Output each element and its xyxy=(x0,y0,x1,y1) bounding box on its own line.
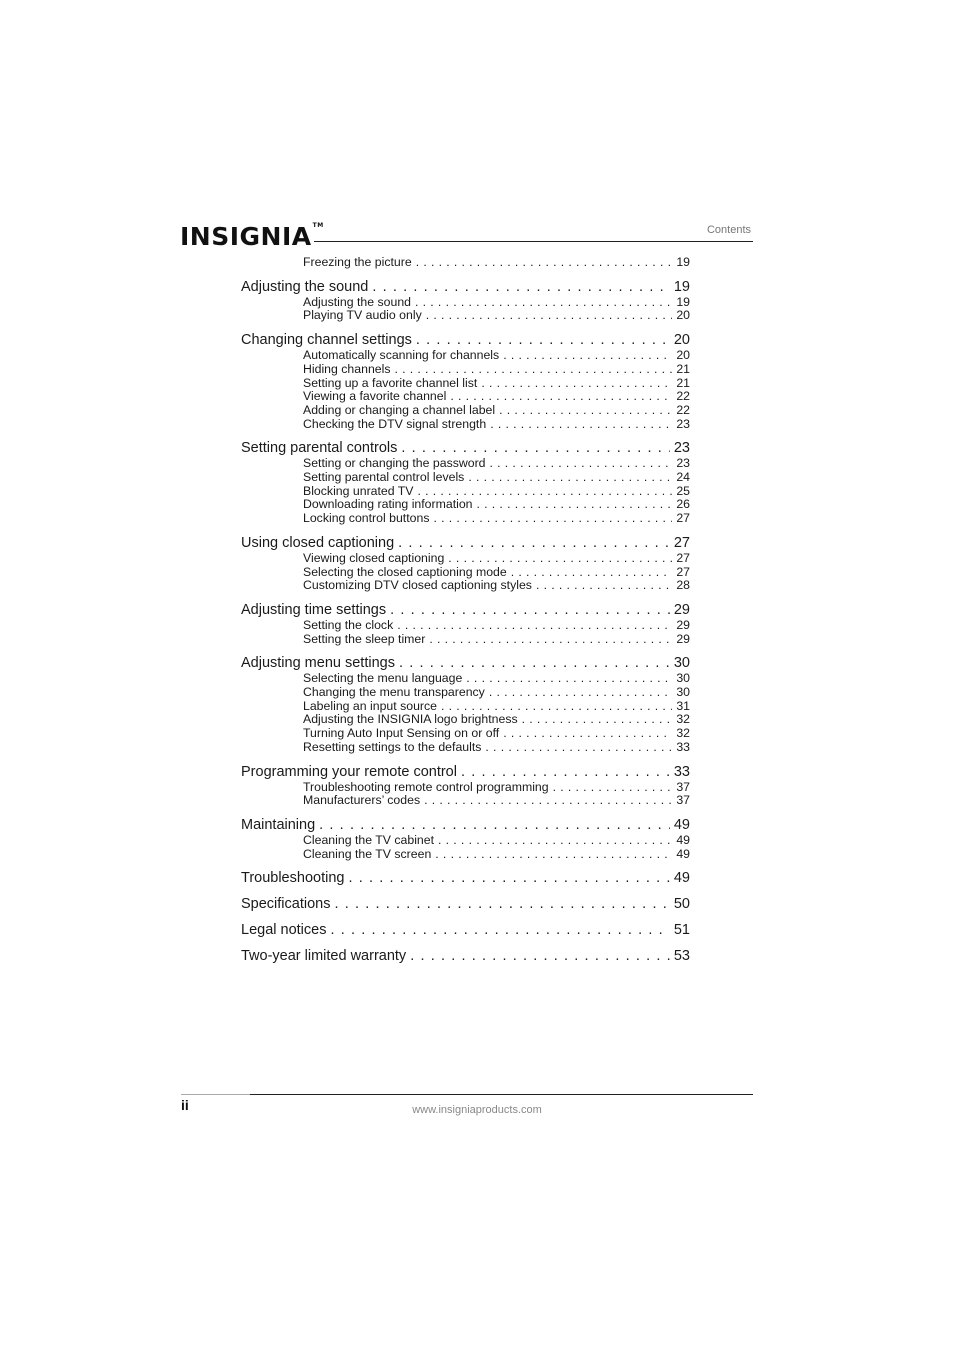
toc-entry-title: Setting up a favorite channel list xyxy=(303,376,478,390)
toc-subsection-entry[interactable] xyxy=(241,781,690,795)
toc-entry-page: 51 xyxy=(673,922,690,939)
toc-entry-page: 20 xyxy=(676,309,690,323)
toc-dot-leader xyxy=(415,296,672,310)
toc-entry-page: 49 xyxy=(676,833,690,847)
toc-dot-leader xyxy=(511,566,673,580)
toc-entry-title: Setting parental controls xyxy=(241,440,398,457)
toc-section-entry[interactable] xyxy=(241,655,690,672)
toc-entry-title: Adjusting the INSIGNIA logo brightness xyxy=(303,713,518,727)
toc-entry-title: Setting the sleep timer xyxy=(303,632,426,646)
toc-dot-leader xyxy=(372,279,669,296)
page-number: ii xyxy=(181,1097,189,1113)
toc-entry-page: 19 xyxy=(676,295,690,309)
toc-dot-leader xyxy=(433,512,672,526)
toc-subsection-entry[interactable] xyxy=(241,741,690,755)
toc-entry-page: 29 xyxy=(673,601,690,618)
toc-section-entry[interactable] xyxy=(241,764,690,781)
toc-entry-title: Playing TV audio only xyxy=(303,309,422,323)
toc-dot-leader xyxy=(522,713,673,727)
toc-dot-leader xyxy=(398,535,670,552)
toc-entry-title: Automatically scanning for channels xyxy=(303,349,500,363)
toc-dot-leader xyxy=(485,741,672,755)
toc-entry-page: 29 xyxy=(676,632,690,646)
toc-dot-leader xyxy=(348,870,669,887)
toc-entry-page: 28 xyxy=(676,579,690,593)
toc-entry-title: Blocking unrated TV xyxy=(303,484,414,498)
toc-subsection-entry[interactable] xyxy=(241,512,690,526)
toc-entry-page: 27 xyxy=(676,565,690,579)
toc-subsection-entry[interactable] xyxy=(241,834,690,848)
toc-entry-title: Viewing closed captioning xyxy=(303,551,445,565)
toc-dot-leader xyxy=(503,727,672,741)
toc-entry-page: 22 xyxy=(676,403,690,417)
toc-entry-title: Checking the DTV signal strength xyxy=(303,417,487,431)
toc-entry-page: 25 xyxy=(676,484,690,498)
toc-dot-leader xyxy=(424,794,672,808)
toc-entry-title: Troubleshooting xyxy=(241,870,345,887)
toc-section-entry[interactable] xyxy=(241,535,690,552)
toc-subsection-entry[interactable] xyxy=(241,296,690,310)
table-of-contents xyxy=(241,256,690,965)
toc-subsection-entry[interactable] xyxy=(241,794,690,808)
toc-dot-leader xyxy=(489,686,672,700)
toc-dot-leader xyxy=(330,922,669,939)
toc-subsection-entry[interactable] xyxy=(241,349,690,363)
toc-dot-leader xyxy=(429,633,672,647)
toc-entry-title: Manufacturers’ codes xyxy=(303,794,421,808)
toc-entry-page: 20 xyxy=(673,332,690,349)
toc-entry-page: 30 xyxy=(676,672,690,686)
toc-entry-page: 33 xyxy=(676,740,690,754)
insignia-logo xyxy=(180,222,324,251)
toc-dot-leader xyxy=(490,457,673,471)
toc-subsection-entry[interactable] xyxy=(241,485,690,499)
toc-dot-leader xyxy=(503,349,672,363)
toc-entry-title: Adjusting the sound xyxy=(241,278,369,295)
toc-subsection-entry[interactable] xyxy=(241,672,690,686)
toc-dot-leader xyxy=(399,655,670,672)
toc-subsection-entry[interactable] xyxy=(241,848,690,862)
toc-entry-page: 23 xyxy=(676,457,690,471)
section-label: Contents xyxy=(706,224,751,236)
logo-trademark: TM xyxy=(312,222,324,229)
toc-subsection-entry[interactable] xyxy=(241,579,690,593)
toc-entry-title: Setting the clock xyxy=(303,618,394,632)
toc-dot-leader xyxy=(416,256,673,270)
toc-entry-title: Adjusting menu settings xyxy=(241,655,395,672)
toc-entry-page: 27 xyxy=(676,551,690,565)
toc-dot-leader xyxy=(390,602,670,619)
toc-entry-page: 49 xyxy=(673,816,690,833)
toc-dot-leader xyxy=(499,404,672,418)
toc-entry-title: Changing channel settings xyxy=(241,332,412,349)
toc-dot-leader xyxy=(441,700,672,714)
toc-entry-page: 50 xyxy=(673,896,690,913)
toc-entry-title: Viewing a favorite channel xyxy=(303,390,447,404)
toc-entry-page: 21 xyxy=(676,362,690,376)
toc-dot-leader xyxy=(401,440,669,457)
toc-subsection-entry[interactable] xyxy=(241,390,690,404)
logo-text: INSIGNIA xyxy=(180,222,312,251)
toc-entry-page: 37 xyxy=(676,794,690,808)
toc-subsection-entry[interactable] xyxy=(241,404,690,418)
toc-entry-page: 19 xyxy=(676,256,690,269)
toc-section-entry[interactable] xyxy=(241,279,690,296)
toc-entry-page: 32 xyxy=(676,727,690,741)
toc-dot-leader xyxy=(410,948,670,965)
toc-entry-page: 21 xyxy=(676,376,690,390)
toc-subsection-entry[interactable] xyxy=(241,700,690,714)
toc-entry-page: 31 xyxy=(676,699,690,713)
toc-subsection-entry[interactable] xyxy=(241,713,690,727)
toc-dot-leader xyxy=(395,363,673,377)
toc-entry-title: Locking control buttons xyxy=(303,512,430,526)
toc-section-entry[interactable] xyxy=(241,602,690,619)
toc-entry-title: Programming your remote control xyxy=(241,763,457,780)
toc-entry-title: Adjusting time settings xyxy=(241,601,387,618)
toc-entry-page: 20 xyxy=(676,349,690,363)
toc-subsection-entry[interactable] xyxy=(241,377,690,391)
toc-entry-title: Labeling an input source xyxy=(303,699,437,713)
toc-entry-title: Setting or changing the password xyxy=(303,457,486,471)
toc-entry-page: 33 xyxy=(673,763,690,780)
toc-dot-leader xyxy=(416,332,670,349)
toc-entry-page: 22 xyxy=(676,390,690,404)
toc-entry-title: Adding or changing a channel label xyxy=(303,403,496,417)
toc-entry-title: Changing the menu transparency xyxy=(303,686,485,700)
toc-entry-title: Selecting the menu language xyxy=(303,672,463,686)
footer-rule-accent xyxy=(181,1094,250,1095)
toc-entry-title: Turning Auto Input Sensing on or off xyxy=(303,727,500,741)
toc-entry-title: Legal notices xyxy=(241,922,327,939)
toc-dot-leader xyxy=(461,764,670,781)
toc-subsection-entry[interactable] xyxy=(241,498,690,512)
footer-rule xyxy=(250,1094,753,1095)
toc-entry-title: Hiding channels xyxy=(303,362,391,376)
toc-entry-title: Two-year limited warranty xyxy=(241,948,407,965)
toc-subsection-entry[interactable] xyxy=(241,633,690,647)
toc-entry-page: 49 xyxy=(673,870,690,887)
toc-subsection-entry[interactable] xyxy=(241,363,690,377)
toc-entry-page: 27 xyxy=(676,512,690,526)
toc-entry-title: Maintaining xyxy=(241,816,316,833)
toc-subsection-entry[interactable] xyxy=(241,309,690,323)
toc-dot-leader xyxy=(536,579,672,593)
toc-dot-leader xyxy=(466,672,672,686)
toc-entry-title: Customizing DTV closed captioning styles xyxy=(303,579,532,593)
toc-entry-page: 37 xyxy=(676,780,690,794)
toc-subsection-entry[interactable] xyxy=(241,552,690,566)
toc-entry-page: 23 xyxy=(676,417,690,431)
toc-dot-leader xyxy=(397,619,672,633)
toc-subsection-entry[interactable] xyxy=(241,256,690,270)
toc-section-entry[interactable] xyxy=(241,948,690,965)
toc-entry-title: Specifications xyxy=(241,896,331,913)
toc-section-entry[interactable] xyxy=(241,922,690,939)
toc-dot-leader xyxy=(448,552,672,566)
toc-entry-page: 49 xyxy=(676,847,690,861)
toc-entry-title: Cleaning the TV cabinet xyxy=(303,833,435,847)
toc-dot-leader xyxy=(418,485,673,499)
toc-section-entry[interactable] xyxy=(241,332,690,349)
toc-section-entry[interactable] xyxy=(241,896,690,913)
toc-subsection-entry[interactable] xyxy=(241,418,690,432)
toc-entry-page: 23 xyxy=(673,440,690,457)
toc-entry-page: 19 xyxy=(673,278,690,295)
toc-dot-leader xyxy=(450,390,672,404)
toc-entry-page: 32 xyxy=(676,713,690,727)
toc-dot-leader xyxy=(468,471,672,485)
toc-entry-title: Troubleshooting remote control programming xyxy=(303,780,549,794)
toc-dot-leader xyxy=(438,834,672,848)
toc-subsection-entry[interactable] xyxy=(241,727,690,741)
toc-entry-page: 24 xyxy=(676,471,690,485)
toc-subsection-entry[interactable] xyxy=(241,566,690,580)
toc-entry-page: 30 xyxy=(673,655,690,672)
toc-section-entry[interactable] xyxy=(241,817,690,834)
toc-entry-title: Resetting settings to the defaults xyxy=(303,740,482,754)
toc-entry-title: Downloading rating information xyxy=(303,498,473,512)
footer-url: www.insigniaproducts.com xyxy=(412,1104,542,1116)
toc-dot-leader xyxy=(553,781,673,795)
toc-entry-page: 30 xyxy=(676,686,690,700)
toc-dot-leader xyxy=(490,418,672,432)
toc-dot-leader xyxy=(334,896,669,913)
toc-dot-leader xyxy=(435,848,672,862)
toc-entry-title: Freezing the picture xyxy=(303,256,412,269)
toc-entry-title: Cleaning the TV screen xyxy=(303,847,432,861)
toc-entry-title: Adjusting the sound xyxy=(303,295,412,309)
toc-entry-title: Setting parental control levels xyxy=(303,471,465,485)
toc-subsection-entry[interactable] xyxy=(241,457,690,471)
toc-subsection-entry[interactable] xyxy=(241,619,690,633)
toc-dot-leader xyxy=(481,377,672,391)
toc-section-entry[interactable] xyxy=(241,870,690,887)
toc-subsection-entry[interactable] xyxy=(241,471,690,485)
toc-dot-leader xyxy=(426,309,673,323)
toc-entry-page: 29 xyxy=(676,618,690,632)
toc-entry-page: 53 xyxy=(673,948,690,965)
toc-dot-leader xyxy=(477,498,673,512)
toc-entry-page: 27 xyxy=(673,534,690,551)
toc-section-entry[interactable] xyxy=(241,440,690,457)
toc-entry-title: Selecting the closed captioning mode xyxy=(303,565,507,579)
toc-subsection-entry[interactable] xyxy=(241,686,690,700)
toc-entry-page: 26 xyxy=(676,498,690,512)
header-rule xyxy=(314,241,753,242)
toc-dot-leader xyxy=(319,817,670,834)
toc-entry-title: Using closed captioning xyxy=(241,534,395,551)
